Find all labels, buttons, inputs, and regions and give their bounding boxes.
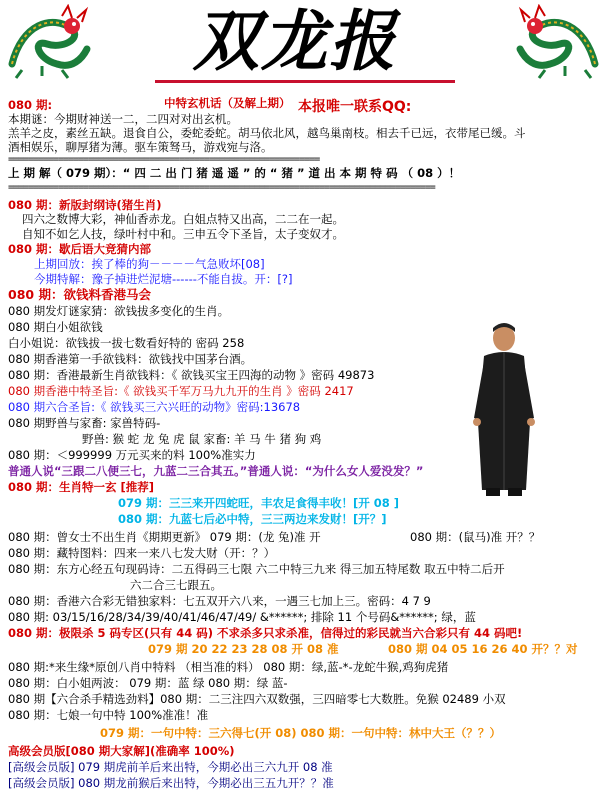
text-line: 本期谜：今期财神送一二，二四对对出玄机。 — [8, 112, 238, 126]
text-line: 080 期【六合杀手精选劲料】080 期：二三注四六双数强，三四暗零七大数胜。免猴 02489 小双 — [8, 692, 506, 706]
text-line: 080 期：藏特图料：四来一来八七发大财（开：？） — [8, 546, 276, 560]
header — [0, 0, 611, 92]
text-line: 079 期：一句中特：三六得七(开 08) 080 期：一句中特：林中大王（？？） — [100, 726, 502, 740]
text-line: 六二合三七跟五。 — [130, 578, 222, 592]
text-line: 080 期：新版封纲诗(猪生肖) — [8, 198, 162, 212]
text-line: 今期特解：豫子掉进烂泥塘------不能自拔。开：[?] — [34, 272, 293, 286]
text-line: 080 期发灯谜家猜：欲钱拔多变化的生肖。 — [8, 304, 230, 318]
text-line: 野兽: 猴 蛇 龙 兔 虎 鼠 家畜: 羊 马 牛 猪 狗 鸡 — [82, 432, 322, 446]
page-title: 双龙报 — [193, 2, 397, 80]
text-line: 自知不如乞人技，绿叶村中和。三申五令下圣旨，太子变奴才。 — [22, 227, 344, 241]
text-line: 080 期：香港六合彩无错独家料：七五双开六八来，一遇三七加上三。密码：4 7 9 — [8, 594, 431, 608]
dragon-icon — [2, 4, 92, 82]
text-line: 080 期: — [8, 98, 53, 112]
text-line: 羔羊之皮，素丝五缺。退食自公，委蛇委蛇。胡马依北风，越鸟巢南枝。相去千已远，衣带尾已缓。斗 — [8, 126, 526, 140]
text-line: 080 期：东方心经五句现码诗：二五得码三七限 六二中特三九来 得三加五特尾数 取五中特二后开 — [8, 562, 505, 576]
text-line: 上 期 解（ 079 期）：“ 四 二 出 门 猪 遥 遥 ” 的 “ 猪 ” 道 出 本 期 特 码 （ 08 ）！ — [8, 166, 461, 180]
text-line: [高级会员版] 079 期虎前羊后来出特，今期必出三六九开 08 准 — [8, 760, 333, 774]
text-line: 080 期：白小姐两波： 079 期：蓝 绿 080 期：绿 蓝- — [8, 676, 288, 690]
text-line: 080 期:*来生缘*原创八肖中特料 （相当准的料） 080 期：绿,蓝-*-龙蛇牛猴,鸡狗虎猪 — [8, 660, 449, 674]
text-line: 080 期：七娘一句中特 100%准准！准 — [8, 708, 209, 722]
text-line: 080 期六合圣旨:《 欲钱买三六兴旺的动物》密码:13678 — [8, 400, 301, 414]
text-line: 高级会员版[080 期大家解](准确率 100%) — [8, 744, 235, 758]
text-line: 080 期香港中特圣旨:《 欲钱买千军万马九九开的生肖 》密码 2417 — [8, 384, 354, 398]
text-line: 四六之数博大彩，神仙香赤龙。白姐点特又出高，二二在一起。 — [22, 212, 344, 226]
separator-line: ===================================================================================== — [8, 182, 435, 193]
text-line: 080 期：歇后语大竞猜内部 — [8, 242, 152, 256]
text-line: 中特玄机话（及解上期） — [164, 96, 291, 110]
text-line: 白小姐说：欲钱拔一拔七数看好特的 密码 258 — [8, 336, 245, 350]
text-line: 普通人说“三跟二八便三七，九蓝二三合其五。”普通人说：“为什么女人爱没发？” — [8, 464, 424, 478]
title-underline — [155, 80, 455, 83]
text-line: 080 期：欲钱料香港马会 — [8, 287, 151, 302]
dragon-icon — [515, 4, 605, 82]
text-line: 080 期香港第一手欲钱料：欲钱找中国茅台酒。 — [8, 352, 253, 366]
text-line: 080 期：＜999999 万元买来的料 100%准实力 — [8, 448, 256, 462]
separator-line: ============================================================== — [8, 154, 320, 165]
text-line: 080 期：极限杀 5 码专区(只有 44 码) 不求杀多只求杀准，信得过的彩民就当六合彩只有 44 码吧! — [8, 626, 523, 640]
text-line: 酒相娱乐，聊厚猪为薄。驱车策驽马，游戏宛与洛。 — [8, 140, 273, 154]
text-line: 079 期：三三来开四蛇旺，丰农足食得丰收！[开 08 ] — [118, 496, 400, 510]
text-line: 080 期野兽与家畜: 家兽特码- — [8, 416, 161, 430]
text-line: 080 期：(鼠马)准 开？？ — [410, 530, 541, 544]
text-line: 080 期白小姐欲钱 — [8, 320, 103, 334]
text-line: 上期回放：挨了棒的狗－－－－气急败坏[08] — [34, 257, 265, 271]
person-figure — [470, 322, 538, 500]
text-line: 本报唯一联系QQ: — [298, 99, 412, 115]
text-line: 079 期 20 22 23 28 08 开 08 准 — [148, 642, 339, 656]
text-line: 080 期：生肖特一玄 [推荐] — [8, 480, 155, 494]
text-line: 080 期 04 05 16 26 40 开？？对 — [388, 642, 578, 656]
text-line: 080 期：曾女士不出生肖《期期更新》 079 期：(龙 兔)准 开 — [8, 530, 321, 544]
text-line: 080 期：香港最新生肖欲钱料：《 欲钱买宝王四海的动物 》密码 49873 — [8, 368, 375, 382]
text-line: [高级会员版] 080 期龙前猴后来出特，今期必出三五九开？？准 — [8, 776, 334, 790]
text-line: 080 期：九蓝七后必中特，三三两边来发财！[开？] — [118, 512, 387, 526]
text-line: 080 期: 03/15/16/28/34/39/40/41/46/47/49/ &******; 排除 11 个号码&******; 绿，蓝 — [8, 610, 476, 624]
